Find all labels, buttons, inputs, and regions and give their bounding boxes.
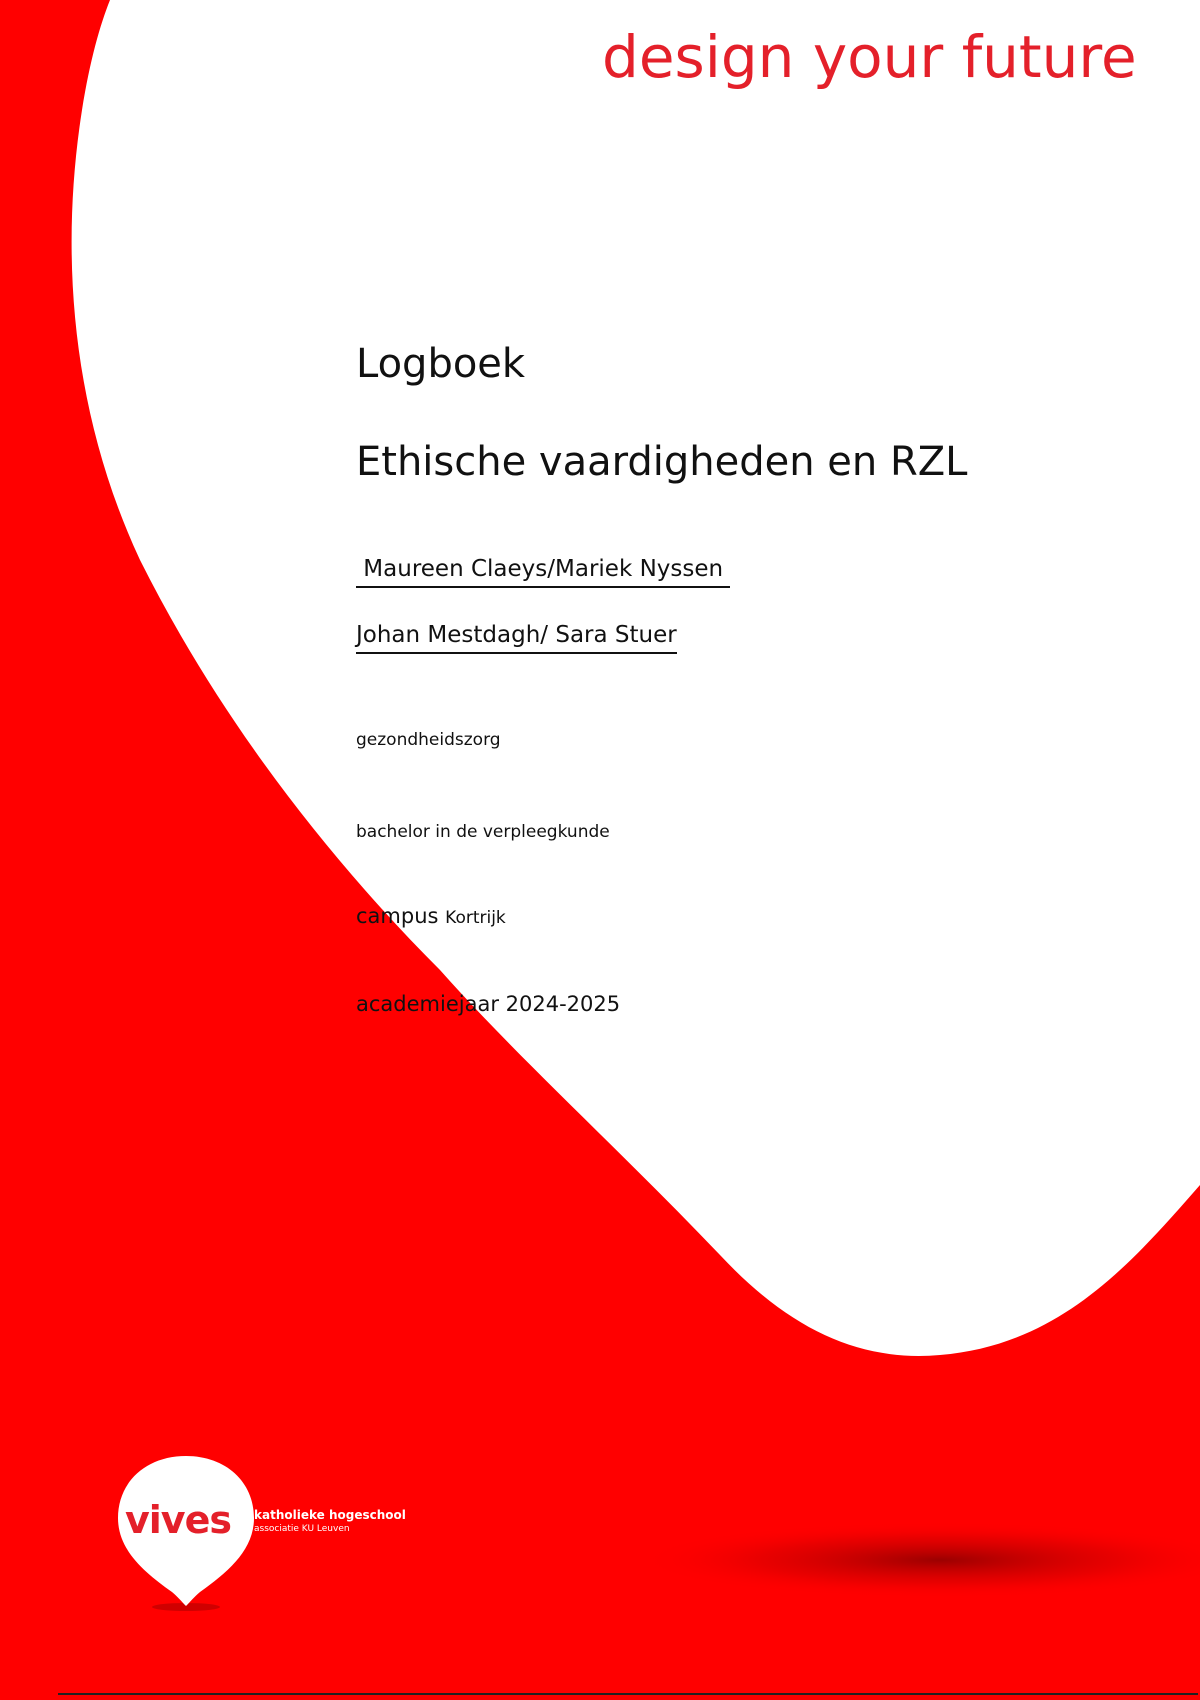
campus-name: Kortrijk bbox=[445, 908, 506, 928]
campus-prefix: campus bbox=[356, 904, 439, 928]
vives-logo bbox=[118, 1452, 438, 1612]
tagline: design your future bbox=[602, 23, 1137, 91]
logo-line-1: katholieke hogeschool bbox=[254, 1508, 406, 1522]
document-subtitle: Ethische vaardigheden en RZL bbox=[356, 439, 968, 485]
author-line-1: Maureen Claeys/Mariek Nyssen bbox=[356, 556, 730, 588]
author-line-2: Johan Mestdagh/ Sara Stuer bbox=[356, 622, 677, 654]
academic-year: academiejaar 2024-2025 bbox=[356, 992, 621, 1016]
campus bbox=[356, 904, 506, 929]
bottom-rule bbox=[58, 1693, 1198, 1695]
logo-line-2: associatie KU Leuven bbox=[254, 1524, 350, 1534]
program: bachelor in de verpleegkunde bbox=[356, 822, 610, 842]
logo-wordmark: vives bbox=[125, 1498, 231, 1542]
department: gezondheidszorg bbox=[356, 730, 501, 750]
document-title: Logboek bbox=[356, 341, 526, 387]
